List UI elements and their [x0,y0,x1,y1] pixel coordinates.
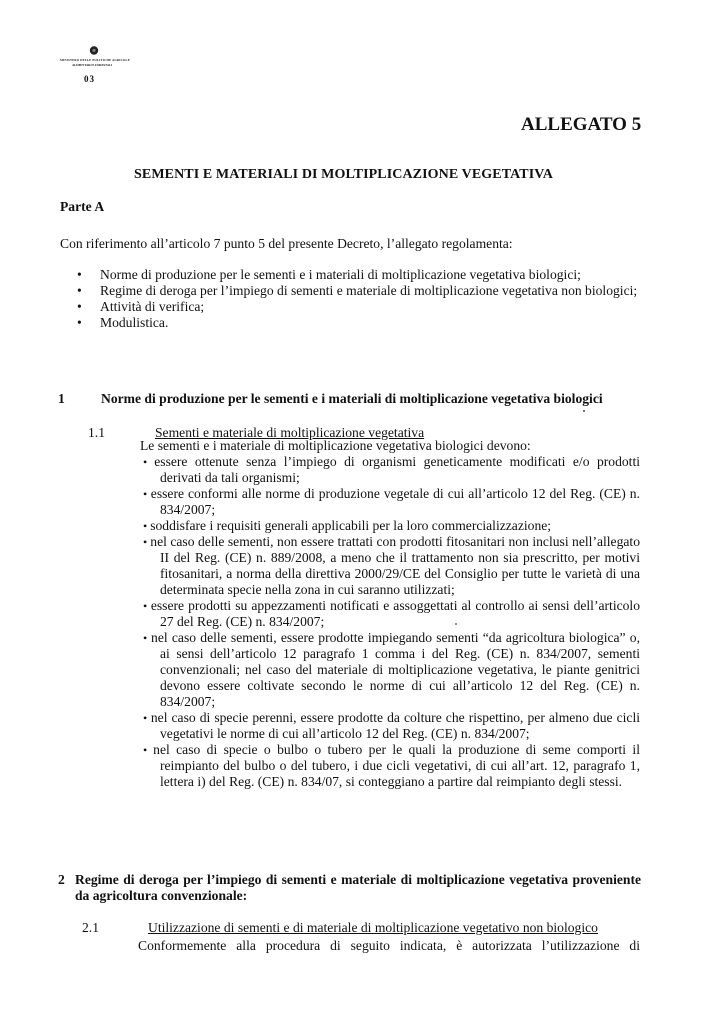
list-item: • soddisfare i requisiti generali applicabili per la loro commercializzazione; [143,518,552,533]
ministry-name-line2: ALIMENTARI E FORESTALI [72,63,113,67]
section-2-number: 2 [58,872,65,887]
list-item: • nel caso delle sementi, essere prodotte impiegando sementi “da agricoltura biologica” o, ai sensi dell’articolo 12 paragrafo 1 comma i del Reg. (CE) n. 834/2007, sementi convenzionali; nel caso del materiale di moltiplicazione vegetativa, le piante genitrici devono essere coltivate secondo le norme di cui all’articolo 12 del Reg. (CE) n. 834/2007; [143,630,641,709]
section-1-heading: Norme di produzione per le sementi e i materiali di moltiplicazione vegetativa biologici [101,391,603,406]
list-item: • essere ottenute senza l’impiego di organismi geneticamente modificati e/o prodotti derivati da tali organismi; [143,454,640,485]
subsection-2-1-title: Utilizzazione di sementi e di materiale di moltiplicazione vegetativo non biologico [148,920,598,935]
list-item: • nel caso di specie perenni, essere prodotte da colture che rispettino, per almeno due cicli vegetativi le norme di cui all’articolo 12 del Reg. (CE) n. 834/2007; [143,710,641,741]
list-item: • Attività di verifica; [60,299,646,315]
subsection-2-1-number: 2.1 [82,920,99,935]
subsection-2-1-body: Conformemente alla procedura di seguito indicata, è autorizzata l’utilizzazione di [138,938,640,953]
section-1-number: 1 [58,391,65,406]
list-item: • Norme di produzione per le sementi e i materiali di moltiplicazione vegetativa biologici; [60,267,646,283]
scan-mark [455,623,457,625]
list-item: • essere conformi alle norme di produzione vegetale di cui all’articolo 12 del Reg. (CE) n. 834/2007; [143,486,640,517]
list-item: • nel caso delle sementi, non essere trattati con prodotti fitosanitari non inclusi nell’allegato II del Reg. (CE) n. 889/2008, a meno che il trattamento non sia prescritto, per motivi fitosanitari, a norma della direttiva 2000/29/CE del Consiglio per tutte le varietà di una determinata specie nella zona in cui saranno utilizzati; [143,534,640,597]
list-item: • nel caso di specie o bulbo o tubero per le quali la produzione di seme comporti il reimpianto del bulbo o del tubero, i due cicli vegetativi, di cui all’art. 12, paragrafo 1, lettera i) del Reg. (CE) n. 834/07, si conteggiano a partire dal reimpianto degli stessi. [143,742,640,789]
requirements-lead: Le sementi e i materiale di moltiplicazione vegetativa biologici devono: [140,438,531,453]
requirements-list [140,454,640,790]
annex-title: ALLEGATO 5 [521,114,642,135]
ministry-emblem-icon [88,44,100,55]
intro-paragraph: Con riferimento all’articolo 7 punto 5 del presente Decreto, l’allegato regolamenta: [60,236,513,251]
document-title: SEMENTI E MATERIALI DI MOLTIPLICAZIONE VEGETATIVA [134,167,553,182]
section-2-heading: Regime di deroga per l’impiego di sementi e materiale di moltiplicazione vegetativa proveniente da agricoltura convenzionale: [75,872,641,903]
subsection-1-1-number: 1.1 [88,425,105,440]
requirements-block [140,438,640,790]
list-item: • essere prodotti su appezzamenti notificati e assoggettati al controllo ai sensi dell’articolo 27 del Reg. (CE) n. 834/2007; [143,598,641,629]
list-item: • Regime di deroga per l’impiego di sementi e materiale di moltiplicazione vegetativa non biologici; [60,283,646,299]
scan-mark [583,410,585,412]
part-label: Parte A [60,199,105,214]
ministry-code: 03 [84,74,95,84]
subsection-1-1-title: Sementi e materiale di moltiplicazione vegetativa [155,425,425,440]
list-item: • Modulistica. [60,315,646,331]
topics-list [60,267,646,331]
ministry-name-line1: MINISTERO DELLE POLITICHE AGRICOLE [60,58,130,62]
